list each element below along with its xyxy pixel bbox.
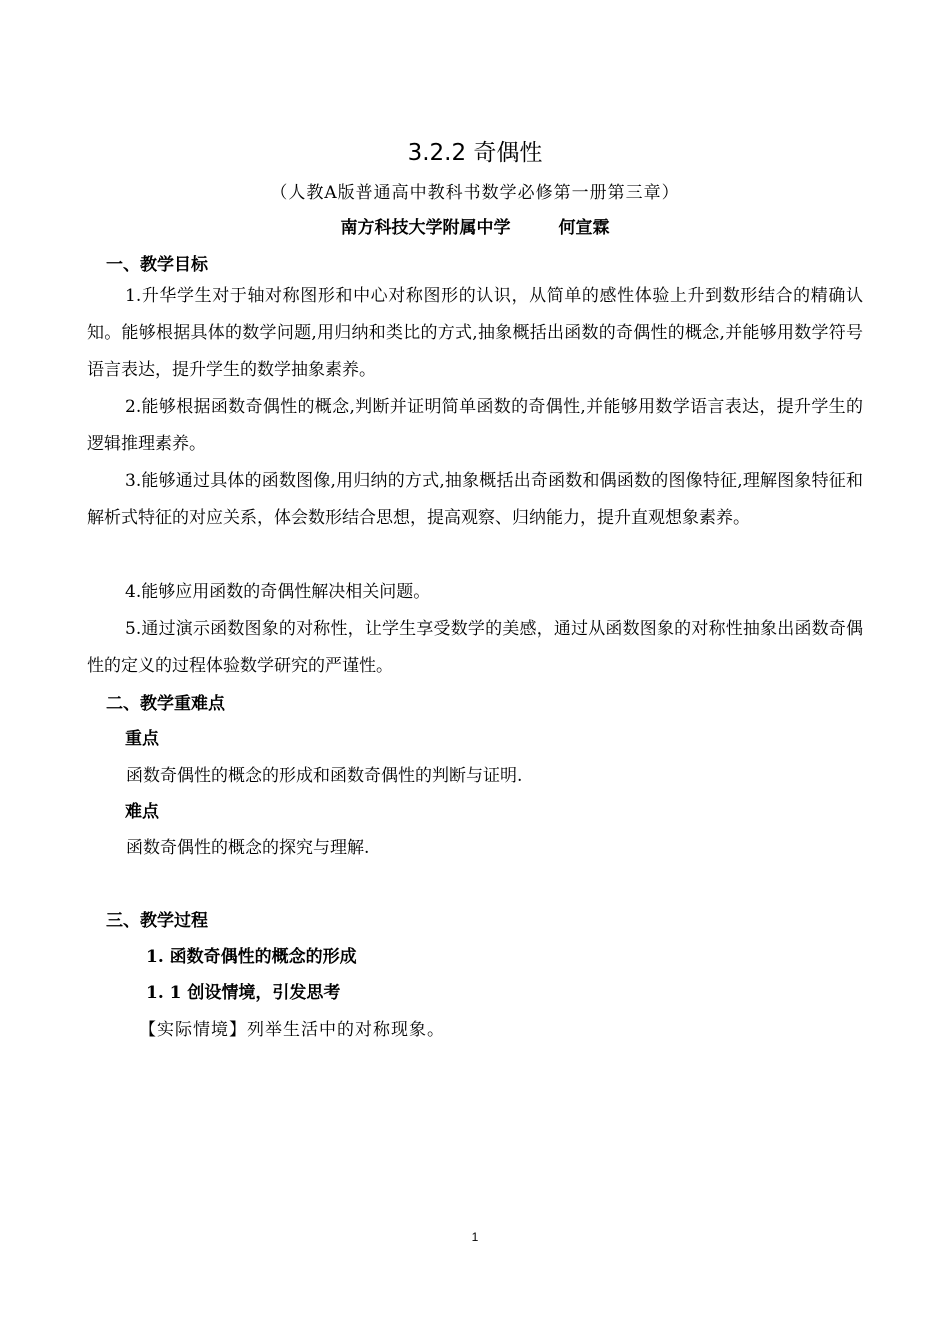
section-heading-key-points: 二、教学重难点	[106, 694, 225, 714]
goal-paragraph: 3.能够通过具体的函数图像,用归纳的方式,抽象概括出奇函数和偶函数的图像特征,理解图象特征和解析式特征的对应关系，体会数形结合思想，提高观察、归纳能力，提升直观想象素养。	[87, 471, 863, 528]
key-point-text: 函数奇偶性的概念的形成和函数奇偶性的判断与证明.	[126, 766, 523, 786]
school-name: 南方科技大学附属中学	[340, 218, 511, 238]
section-heading-process: 三、教学过程	[106, 911, 208, 931]
goal-paragraph: 4.能够应用函数的奇偶性解决相关问题。	[125, 582, 431, 602]
goal-paragraph: 1.升华学生对于轴对称图形和中心对称图形的认识，从简单的感性体验上升到数形结合的精确认知。能够根据具体的数学问题,用归纳和类比的方式,抽象概括出函数的奇偶性的概念,并能够用数学符号语言表达，提升学生的数学抽象素养。	[87, 286, 863, 380]
difficult-point-label: 难点	[125, 802, 159, 822]
author-line	[0, 213, 950, 238]
difficult-point-text: 函数奇偶性的概念的探究与理解.	[126, 838, 370, 858]
key-point-label: 重点	[125, 729, 159, 749]
document-title: 3.2.2 奇偶性	[407, 140, 543, 166]
teacher-name: 何宣霖	[558, 218, 610, 238]
goal-paragraph: 2.能够根据函数奇偶性的概念,判断并证明简单函数的奇偶性,并能够用数学语言表达，提升学生的逻辑推理素养。	[87, 397, 863, 454]
scenario-text: 【实际情境】列举生活中的对称现象。	[139, 1020, 445, 1040]
goal-paragraph: 5.通过演示函数图象的对称性，让学生享受数学的美感，通过从函数图象的对称性抽象出函数奇偶性的定义的过程体验数学研究的严谨性。	[87, 619, 863, 676]
document-subtitle: （人教A版普通高中教科书数学必修第一册第三章）	[270, 183, 680, 203]
page-number: 1	[471, 1230, 479, 1244]
subsubsection-heading: 1. 1 创设情境，引发思考	[146, 983, 341, 1003]
subsection-heading: 1. 函数奇偶性的概念的形成	[146, 947, 357, 967]
section-heading-goals: 一、教学目标	[106, 255, 208, 275]
